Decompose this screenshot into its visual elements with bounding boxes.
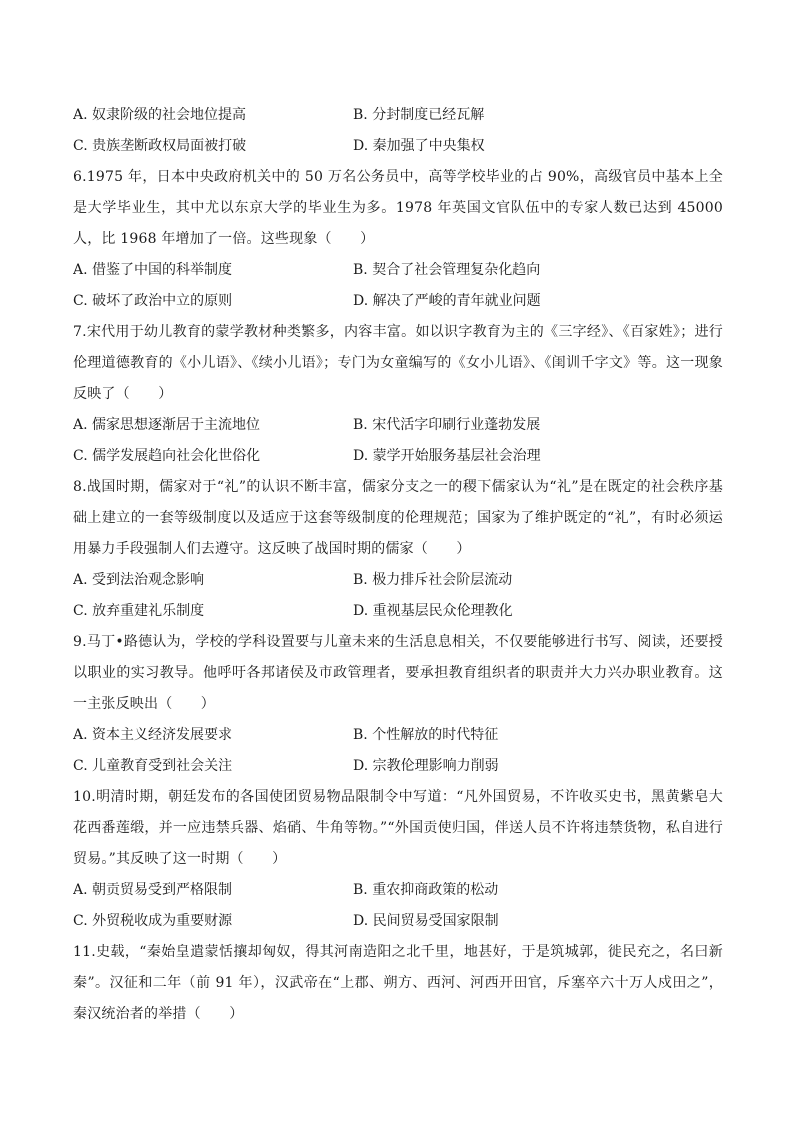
question-text: 11.史载，“秦始皇遣蒙恬攘却匈奴，得其河南造阳之北千里，地甚好，于是筑城郭，徙民充之，名曰新秦”。汉征和二年（前 91 年），汉武帝在“上郡、朔方、西河、河西开田官，斥塞卒六十万人戍田之”，秦汉统治者的举措（ ）: [73, 944, 723, 1022]
question-9: [73, 627, 723, 782]
question-options: [73, 875, 723, 937]
question-text: 9.马丁•路德认为，学校的学科设置要与儿童未来的生活息息相关，不仅要能够进行书写、阅读，还要授以职业的实习教导。他呼吁各邦诸侯及市政管理者，要承担教育组织者的职责并大力兴办职业教育。这一主张反映出（ ）: [73, 634, 723, 712]
option-c: C. 外贸税收成为重要财源: [73, 913, 233, 929]
option-b: B. 重农抑商政策的松动: [353, 882, 499, 898]
question-options: [73, 410, 723, 472]
option-b: B. 分封制度已经瓦解: [353, 107, 485, 123]
option-d: D. 宗教伦理影响力削弱: [353, 758, 499, 774]
question-options: [73, 720, 723, 782]
option-b: B. 宋代活字印刷行业蓬勃发展: [353, 417, 541, 433]
question-text: 7.宋代用于幼儿教育的蒙学教材种类繁多，内容丰富。如以识字教育为主的《三字经》、《百家姓》；进行伦理道德教育的《小儿语》、《续小儿语》；专门为女童编写的《女小儿语》、《闺训千字文》等。这一现象反映了（ ）: [73, 324, 723, 402]
option-a: A. 儒家思想逐渐居于主流地位: [73, 417, 261, 433]
option-c: C. 破坏了政治中立的原则: [73, 293, 233, 309]
option-a: A. 借鉴了中国的科举制度: [73, 262, 233, 278]
question-text: 6.1975 年，日本中央政府机关中的 50 万名公务员中，高等学校毕业的占 90%，高级官员中基本上全是大学毕业生，其中尤以东京大学的毕业生为多。1978 年英国文官队伍中的专家人数已达到 45000 人，比 1968 年增加了一倍。这些现象（ ）: [73, 169, 723, 247]
option-c: C. 贵族垄断政权局面被打破: [73, 138, 247, 154]
option-a: A. 朝贡贸易受到严格限制: [73, 882, 233, 898]
option-d: D. 重视基层民众伦理教化: [353, 603, 513, 619]
option-d: D. 解决了严峻的青年就业问题: [353, 293, 541, 309]
question-6: [73, 162, 723, 317]
option-b: B. 契合了社会管理复杂化趋向: [353, 262, 541, 278]
question-8: [73, 472, 723, 627]
option-b: B. 个性解放的时代特征: [353, 727, 499, 743]
question-text: 8.战国时期，儒家对于“礼”的认识不断丰富，儒家分支之一的稷下儒家认为“礼”是在既定的社会秩序基础上建立的一套等级制度以及适应于这套等级制度的伦理规范；国家为了维护既定的“礼”，有时必须运用暴力手段强制人们去遵守。这反映了战国时期的儒家（ ）: [73, 479, 723, 557]
question-options: [73, 565, 723, 627]
question-options: [73, 255, 723, 317]
option-c: C. 儿童教育受到社会关注: [73, 758, 233, 774]
exam-page: [73, 100, 723, 1030]
question-7: [73, 317, 723, 472]
option-a: A. 奴隶阶级的社会地位提高: [73, 107, 247, 123]
question-10: [73, 782, 723, 937]
option-c: C. 放弃重建礼乐制度: [73, 603, 205, 619]
option-a: A. 受到法治观念影响: [73, 572, 205, 588]
option-a: A. 资本主义经济发展要求: [73, 727, 233, 743]
option-c: C. 儒学发展趋向社会化世俗化: [73, 448, 261, 464]
option-d: D. 蒙学开始服务基层社会治理: [353, 448, 541, 464]
question-11: [73, 937, 723, 1030]
question-text: 10.明清时期，朝廷发布的各国使团贸易物品限制令中写道：“凡外国贸易，不许收买史书，黑黄紫皂大花西番莲缎，并一应违禁兵器、焰硝、牛角等物。”“外国贡使归国，伴送人员不许将违禁货物，私自进行贸易。”其反映了这一时期（ ）: [73, 789, 723, 867]
option-d: D. 民间贸易受国家限制: [353, 913, 499, 929]
option-d: D. 秦加强了中央集权: [353, 138, 485, 154]
option-b: B. 极力排斥社会阶层流动: [353, 572, 513, 588]
question-5-options: [73, 100, 723, 162]
